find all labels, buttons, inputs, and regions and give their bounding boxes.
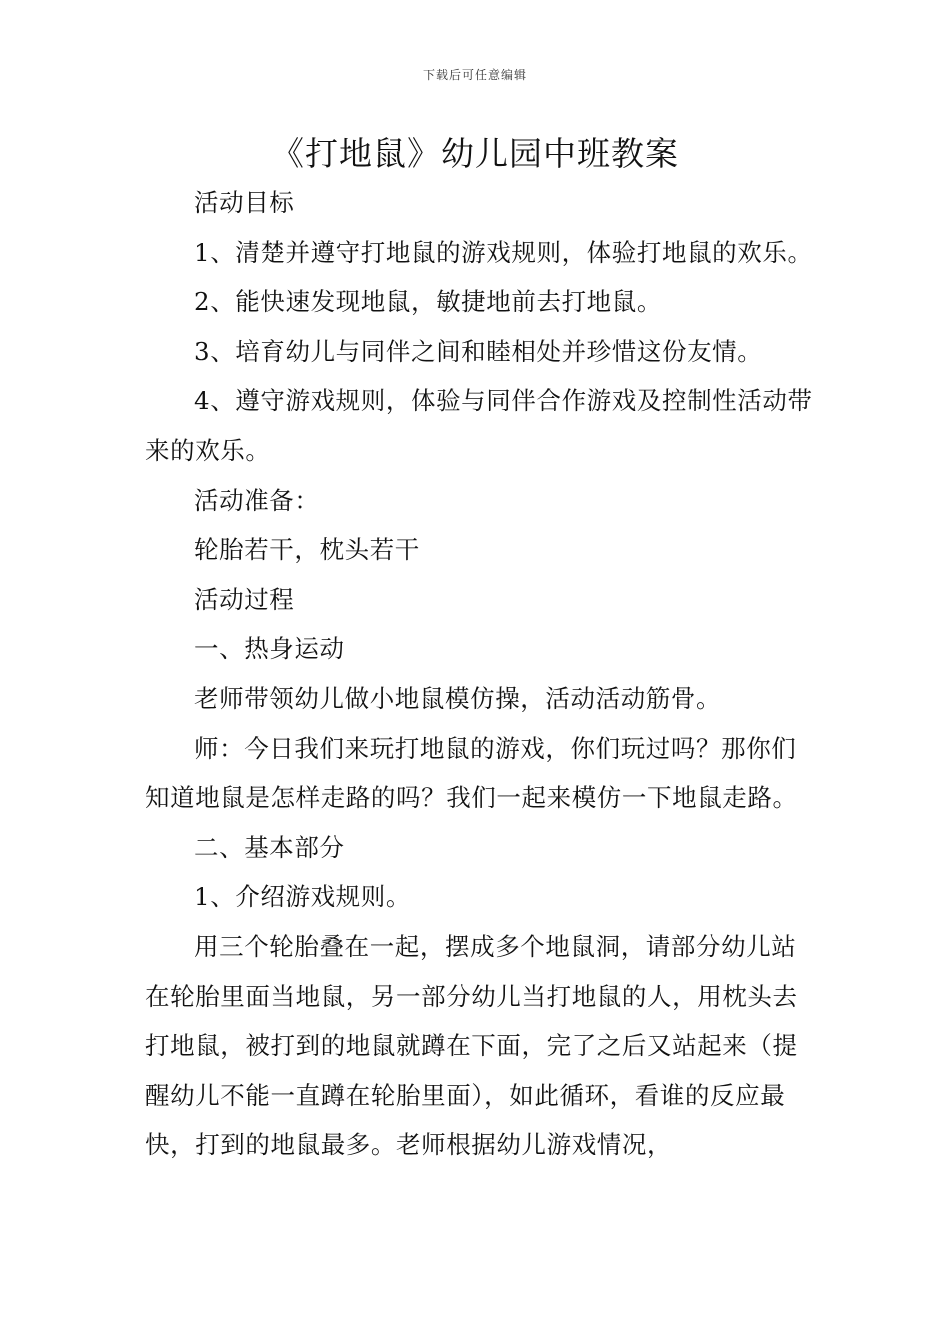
paragraph: 一、热身运动 [194, 634, 345, 664]
document-body [145, 178, 813, 1170]
paragraph: 二、基本部分 [194, 832, 345, 862]
paragraph: 1、清楚并遵守打地鼠的游戏规则，体验打地鼠的欢乐。 [194, 237, 813, 267]
paragraph: 老师带领幼儿做小地鼠模仿操，活动活动筋骨。 [194, 683, 722, 713]
paragraph: 3、培育幼儿与同伴之间和睦相处并珍惜这份友情。 [194, 336, 763, 366]
paragraph: 活动过程 [194, 584, 295, 614]
paragraph: 用三个轮胎叠在一起，摆成多个地鼠洞，请部分幼儿站在轮胎里面当地鼠，另一部分幼儿当打地鼠的人，用枕头去打地鼠，被打到的地鼠就蹲在下面，完了之后又站起来（提醒幼儿不能一直蹲在轮胎里面），如此循环，看谁的反应最快，打到的地鼠最多。老师根据幼儿游戏情况， [145, 931, 798, 1160]
paragraph: 活动准备： [194, 485, 320, 515]
header-note: 下载后可任意编辑 [422, 68, 527, 82]
paragraph: 4、遵守游戏规则，体验与同伴合作游戏及控制性活动带来的欢乐。 [145, 386, 813, 465]
paragraph: 轮胎若干，枕头若干 [194, 535, 420, 565]
page-title: 《打地鼠》幼儿园中班教案 [271, 134, 679, 173]
paragraph: 1、介绍游戏规则。 [194, 882, 411, 912]
paragraph: 师：今日我们来玩打地鼠的游戏，你们玩过吗？那你们知道地鼠是怎样走路的吗？我们一起来模仿一下地鼠走路。 [145, 733, 798, 813]
paragraph: 2、能快速发现地鼠，敏捷地前去打地鼠。 [194, 287, 662, 317]
paragraph: 活动目标 [194, 188, 295, 217]
